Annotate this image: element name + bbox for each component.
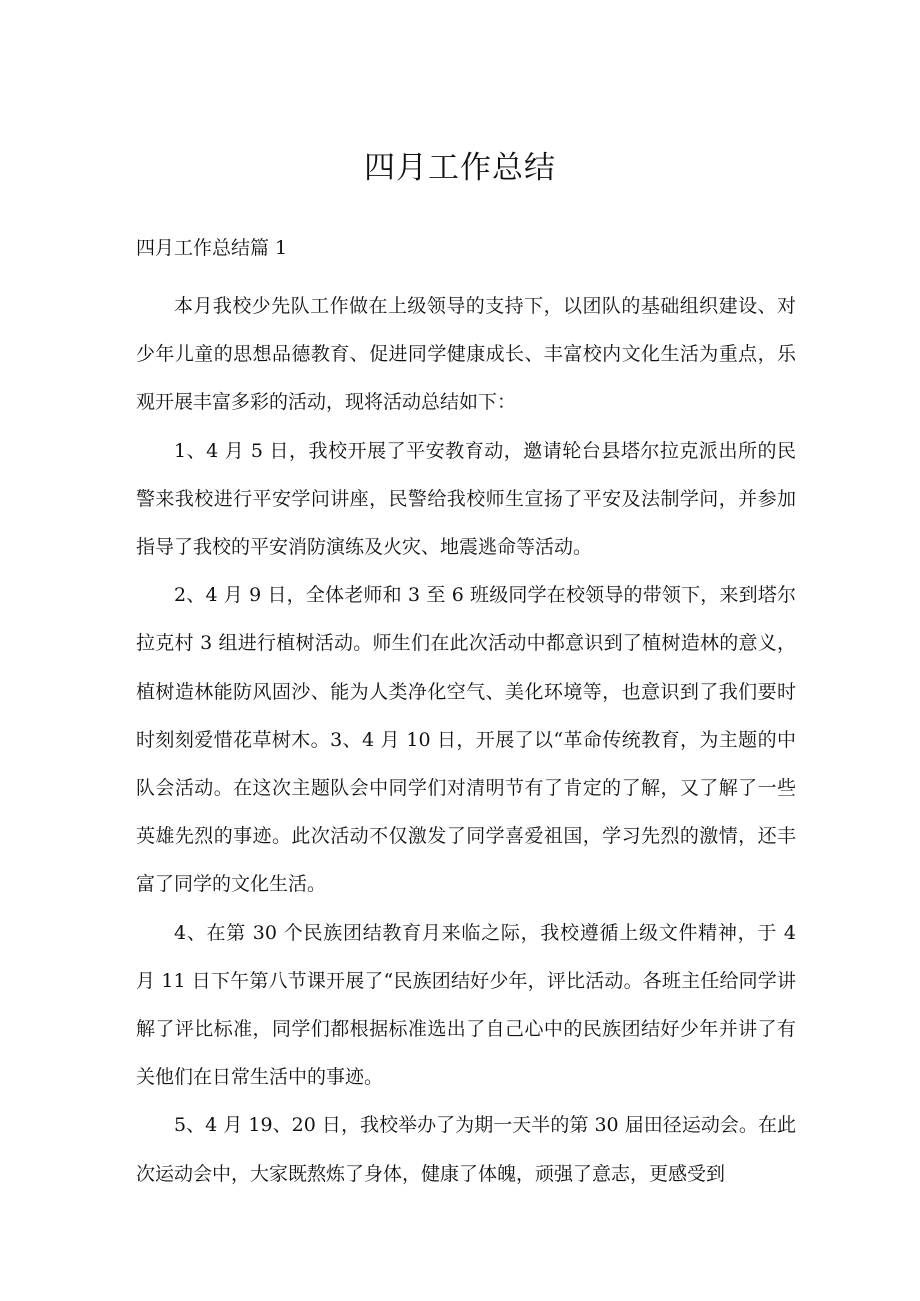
- paragraph-item-5: 5、4 月 19、20 日，我校举办了为期一天半的第 30 届田径运动会。在此次运动会中，大家既熬炼了身体，健康了体魄，顽强了意志，更感受到: [136, 1114, 796, 1185]
- paragraph-item-4: 4、在第 30 个民族团结教育月来临之际，我校遵循上级文件精神，于 4 月 11 日下午第八节课开展了“民族团结好少年，评比活动。各班主任给同学讲解了评比标准，同学们都根据标准选出了自己心中的民族团结好少年并讲了有关他们在日常生活中的事迹。: [136, 921, 796, 1089]
- paragraph-item-1: 1、4 月 5 日，我校开展了平安教育动，邀请轮台县塔尔拉克派出所的民警来我校进行平安学问讲座，民警给我校师生宣扬了平安及法制学问，并参加指导了我校的平安消防演练及火灾、地震逃命等活动。: [136, 439, 796, 559]
- document-title: 四月工作总结: [364, 150, 556, 186]
- section-heading: 四月工作总结篇 1: [136, 237, 288, 259]
- document-body: [136, 282, 796, 1198]
- paragraph-intro: 本月我校少先队工作做在上级领导的支持下，以团队的基础组织建设、对少年儿童的思想品德教育、促进同学健康成长、丰富校内文化生活为重点，乐观开展丰富多彩的活动，现将活动总结如下：: [136, 295, 796, 414]
- paragraph-item-2-3: 2、4 月 9 日，全体老师和 3 至 6 班级同学在校领导的带领下，来到塔尔拉克村 3 组进行植树活动。师生们在此次活动中都意识到了植树造林的意义，植树造林能防风固沙、能为人类净化空气、美化环境等，也意识到了我们要时时刻刻爱惜花草树木。3、4 月 10 日，开展了以“革命传统教育，为主题的中队会活动。在这次主题队会中同学们对清明节有了肯定的了解，又了解了一些英雄先烈的事迹。此次活动不仅激发了同学喜爱祖国，学习先烈的激情，还丰富了同学的文化生活。: [136, 584, 796, 896]
